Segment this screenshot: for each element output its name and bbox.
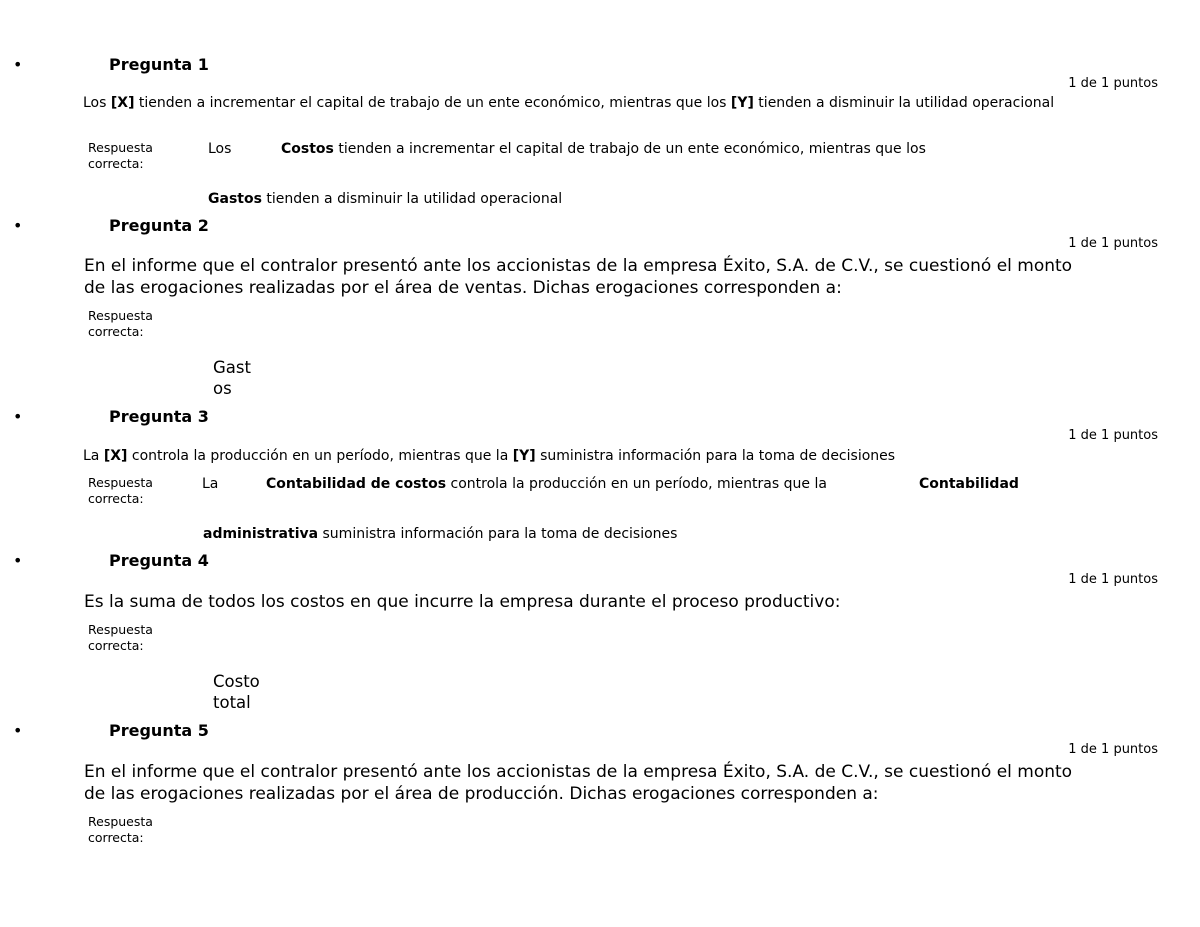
question-title: Pregunta 4 <box>109 551 209 570</box>
question-title: Pregunta 2 <box>109 216 209 235</box>
bullet-icon: • <box>13 721 23 740</box>
bullet-icon: • <box>13 407 23 426</box>
question-points: 1 de 1 puntos <box>1068 428 1158 443</box>
answer-label: Respuesta correcta: <box>88 140 153 171</box>
answer-word: Los <box>208 141 232 157</box>
answer-text-line-2: administrativa suministra información para la toma de decisiones <box>203 526 678 542</box>
question-text: En el informe que el contralor presentó ante los accionistas de la empresa Éxito, S.A. de C.V., se cuestionó el monto de las erogaciones realizadas por el área de ventas. Dichas erogaciones corresponden a: <box>84 256 1073 298</box>
question-title: Pregunta 1 <box>109 55 209 74</box>
answer-word-bold: Contabilidad <box>919 476 1019 492</box>
answer-text: Gast os <box>213 358 251 398</box>
question-points: 1 de 1 puntos <box>1068 572 1158 587</box>
answer-word: La <box>202 476 219 492</box>
bullet-icon: • <box>13 55 23 74</box>
answer-text-line-2: Gastos tienden a disminuir la utilidad operacional <box>208 191 563 207</box>
question-title: Pregunta 5 <box>109 721 209 740</box>
question-text: Es la suma de todos los costos en que incurre la empresa durante el proceso productivo: <box>84 592 841 612</box>
answer-label: Respuesta correcta: <box>88 475 153 506</box>
bullet-icon: • <box>13 551 23 570</box>
bullet-icon: • <box>13 216 23 235</box>
answer-label: Respuesta correcta: <box>88 622 153 653</box>
question-text: Los [X] tienden a incrementar el capital de trabajo de un ente económico, mientras que los [Y] tienden a disminuir la utilidad operacional <box>83 95 1055 111</box>
answer-text: Costo total <box>213 672 260 712</box>
question-title: Pregunta 3 <box>109 407 209 426</box>
answer-text: Costos tienden a incrementar el capital de trabajo de un ente económico, mientras que los <box>281 141 926 157</box>
answer-label: Respuesta correcta: <box>88 814 153 845</box>
answer-label: Respuesta correcta: <box>88 308 153 339</box>
answer-text: Contabilidad de costos controla la producción en un período, mientras que la <box>266 476 827 492</box>
question-points: 1 de 1 puntos <box>1068 742 1158 757</box>
question-text: La [X] controla la producción en un período, mientras que la [Y] suministra información para la toma de decisiones <box>83 448 896 464</box>
question-points: 1 de 1 puntos <box>1068 236 1158 251</box>
question-text: En el informe que el contralor presentó ante los accionistas de la empresa Éxito, S.A. de C.V., se cuestionó el monto de las erogaciones realizadas por el área de producción. Dichas erogaciones corresponden a: <box>84 762 1073 804</box>
question-points: 1 de 1 puntos <box>1068 76 1158 91</box>
